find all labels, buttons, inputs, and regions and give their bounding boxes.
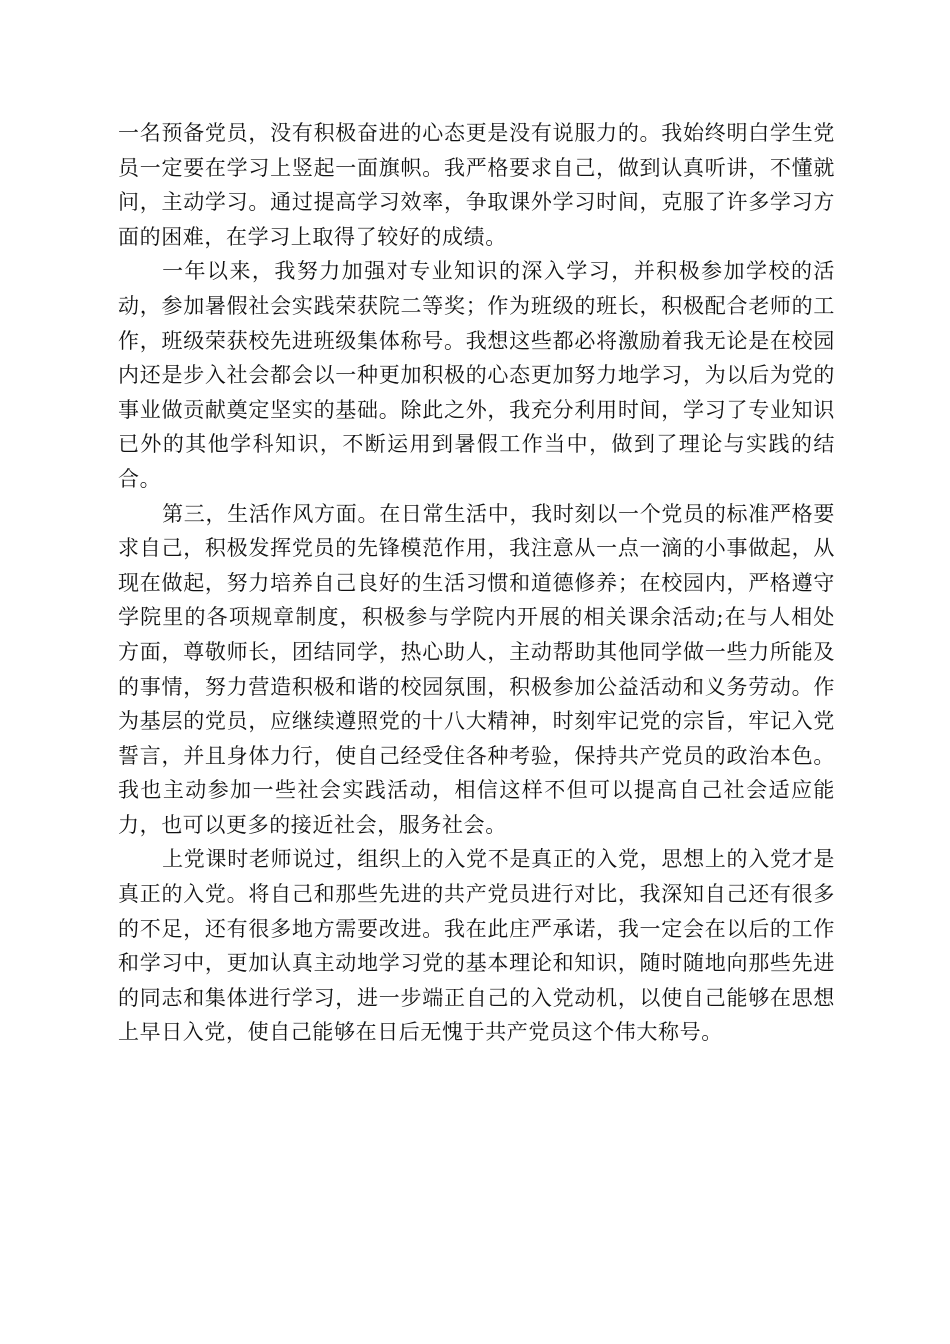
paragraph-study-activities: 一年以来，我努力加强对专业知识的深入学习，并积极参加学校的活动，参加暑假社会实践荣获院二等奖；作为班级的班长，积极配合老师的工作，班级荣获校先进班级集体称号。我想这些都必将激励着我无论是在校园内还是步入社会都会以一种更加积极的心态更加努力地学习，为以后为党的事业做贡献奠定坚实的基础。除此之外，我充分利用时间，学习了专业知识已外的其他学科知识，不断运用到暑假工作当中，做到了理论与实践的结合。 [118, 259, 835, 491]
paragraph-continued: 一名预备党员，没有积极奋进的心态更是没有说服力的。我始终明白学生党员一定要在学习上竖起一面旗帜。我严格要求自己，做到认真听讲，不懂就问，主动学习。通过提高学习效率，争取课外学习时间，克服了许多学习方面的困难，在学习上取得了较好的成绩。 [118, 121, 835, 249]
paragraph-commitment: 上党课时老师说过，组织上的入党不是真正的入党，思想上的入党才是真正的入党。将自己和那些先进的共产党员进行对比，我深知自己还有很多的不足，还有很多地方需要改进。我在此庄严承诺，我一定会在以后的工作和学习中，更加认真主动地学习党的基本理论和知识，随时随地向那些先进的同志和集体进行学习，进一步端正自己的入党动机，以使自己能够在思想上早日入党，使自己能够在日后无愧于共产党员这个伟大称号。 [118, 847, 835, 1045]
paragraph-lifestyle: 第三，生活作风方面。在日常生活中，我时刻以一个党员的标准严格要求自己，积极发挥党员的先锋模范作用，我注意从一点一滴的小事做起，从现在做起，努力培养自己良好的生活习惯和道德修养；在校园内，严格遵守学院里的各项规章制度，积极参与学院内开展的相关课余活动;在与人相处方面，尊敬师长，团结同学，热心助人，主动帮助其他同学做一些力所能及的事情，努力营造积极和谐的校园氛围，积极参加公益活动和义务劳动。作为基层的党员，应继续遵照党的十八大精神，时刻牢记党的宗旨，牢记入党誓言，并且身体力行，使自己经受住各种考验，保持共产党员的政治本色。我也主动参加一些社会实践活动，相信这样不但可以提高自己社会适应能力，也可以更多的接近社会，服务社会。 [118, 501, 835, 837]
document-body [118, 116, 835, 1050]
